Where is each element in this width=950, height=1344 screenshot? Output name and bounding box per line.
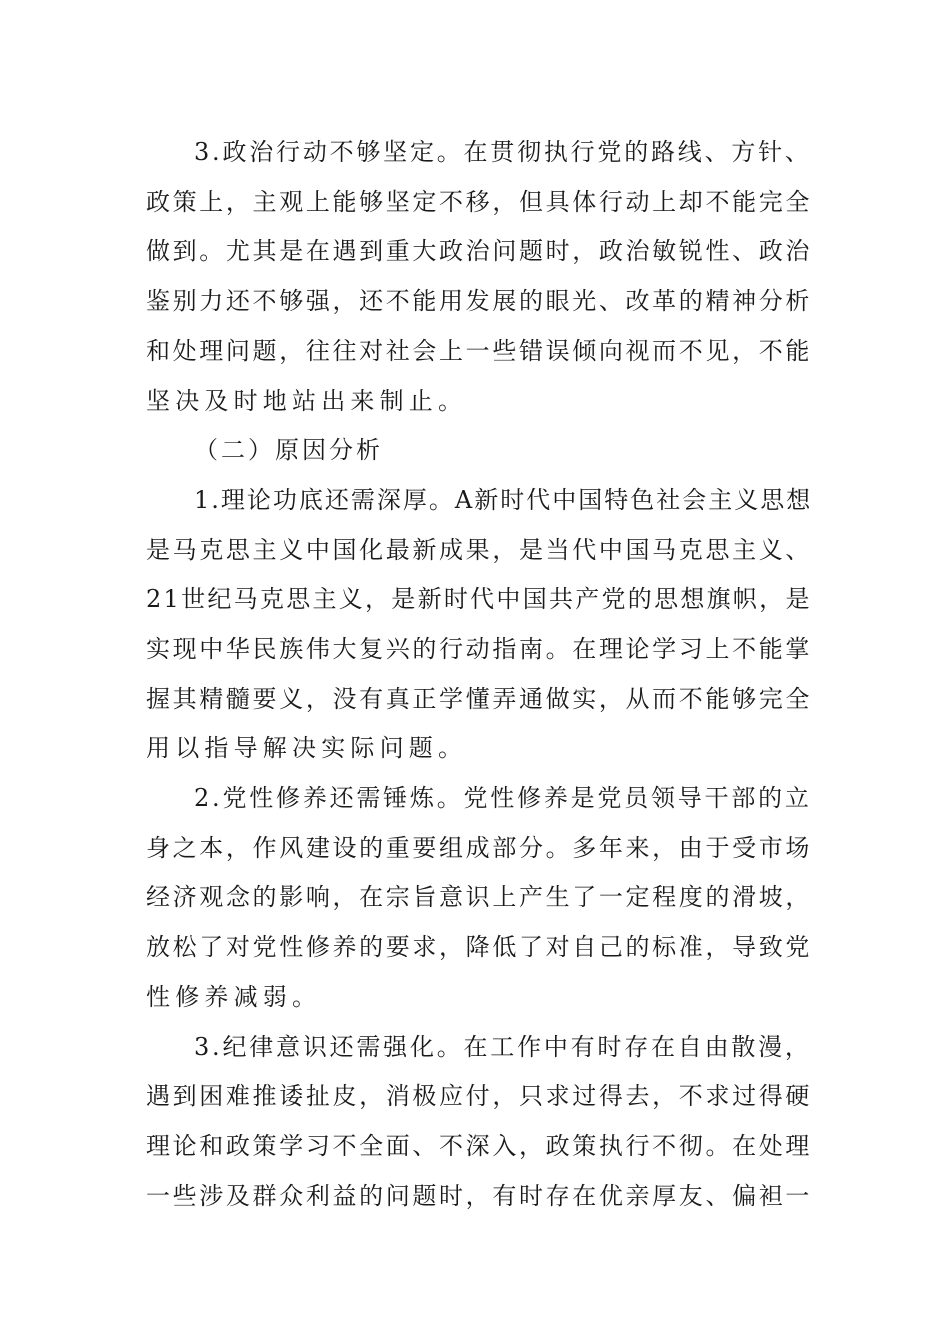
paragraph-line: 握其精髓要义，没有真正学懂弄通做实，从而不能够完全 [146, 685, 812, 713]
paragraph-line: 用以指导解决实际问题。 [146, 734, 468, 762]
paragraph-line: 鉴别力还不够强，还不能用发展的眼光、改革的精神分析 [146, 287, 812, 315]
paragraph-line: 3.纪律意识还需强化。在工作中有时存在自由散漫， [194, 1033, 812, 1061]
paragraph-line: 和处理问题，往往对社会上一些错误倾向视而不见，不能 [146, 337, 812, 365]
paragraph-line: 做到。尤其是在遇到重大政治问题时，政治敏锐性、政治 [146, 237, 812, 265]
paragraph-line: 3.政治行动不够坚定。在贯彻执行党的路线、方针、 [194, 138, 812, 166]
paragraph-line: 实现中华民族伟大复兴的行动指南。在理论学习上不能掌 [146, 635, 812, 663]
paragraph-line: 坚决及时地站出来制止。 [146, 387, 468, 415]
paragraph-line: 放松了对党性修养的要求，降低了对自己的标准，导致党 [146, 933, 812, 961]
section-heading: （二）原因分析 [194, 436, 383, 464]
paragraph-line: 21世纪马克思主义，是新时代中国共产党的思想旗帜，是 [146, 585, 812, 613]
paragraph-line: 是马克思主义中国化最新成果，是当代中国马克思主义、 [146, 536, 812, 564]
paragraph-line: 理论和政策学习不全面、不深入，政策执行不彻。在处理 [146, 1132, 812, 1160]
paragraph-line: 经济观念的影响，在宗旨意识上产生了一定程度的滑坡， [146, 883, 812, 911]
paragraph-line: 2.党性修养还需锤炼。党性修养是党员领导干部的立 [194, 784, 812, 812]
paragraph-line: 政策上，主观上能够坚定不移，但具体行动上却不能完全 [146, 188, 812, 216]
paragraph-line: 遇到困难推诿扯皮，消极应付，只求过得去，不求过得硬 [146, 1082, 812, 1110]
paragraph-line: 一些涉及群众利益的问题时，有时存在优亲厚友、偏袒一 [146, 1182, 812, 1210]
paragraph-line: 身之本，作风建设的重要组成部分。多年来，由于受市场 [146, 834, 812, 862]
paragraph-line: 1.理论功底还需深厚。A新时代中国特色社会主义思想 [194, 486, 813, 514]
paragraph-line: 性修养减弱。 [146, 983, 322, 1011]
